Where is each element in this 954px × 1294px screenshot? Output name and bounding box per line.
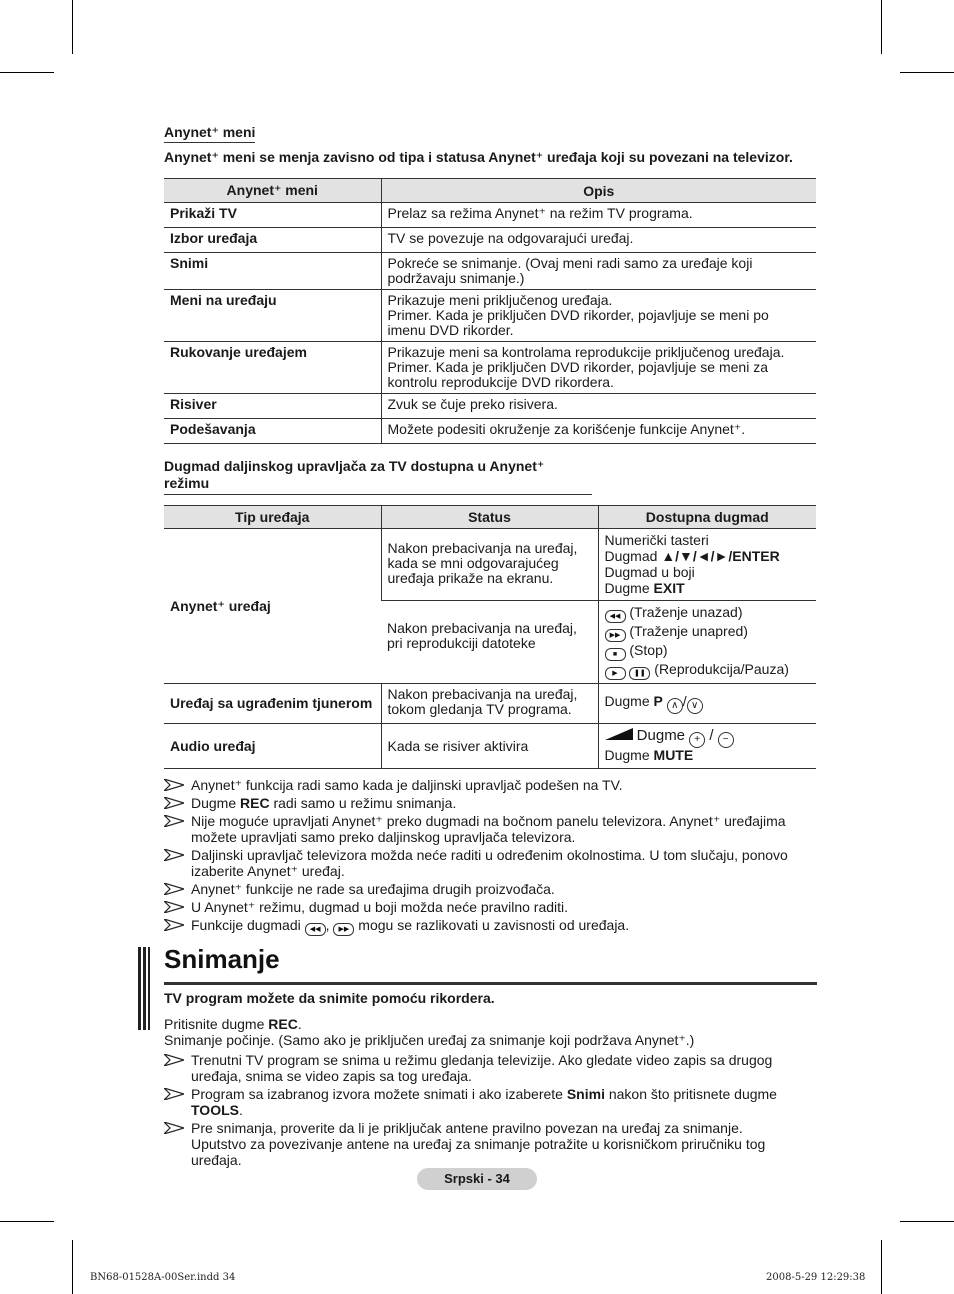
status-cell: Nakon prebacivanja na uređaj, tokom gledanja TV programa. bbox=[381, 684, 598, 724]
menu-item-description: Prikazuje meni priključenog uređaja. Primer. Kada je priključen DVD rikorder, pojavljuje se meni po imenu DVD rikorder. bbox=[381, 290, 816, 342]
note-arrow-icon bbox=[164, 779, 184, 791]
print-file-info: BN68-01528A-00Ser.indd 34 bbox=[90, 1272, 236, 1283]
anynet-menu-intro: Anynet⁺ meni se menja zavisno od tipa i statusa Anynet⁺ uređaja koji su povezani na televizor. bbox=[164, 149, 793, 165]
menu-item-name: Rukovanje uređajem bbox=[164, 342, 381, 394]
menu-item-name: Meni na uređaju bbox=[164, 290, 381, 342]
status-cell: Nakon prebacivanja na uređaj, pri reprodukciji datoteke bbox=[381, 601, 598, 684]
note-item: Daljinski upravljač televizora možda neće raditi u određenim okolnostima. U tom slučaju, ponovo izaberite Anynet⁺ uređaj. bbox=[164, 847, 816, 879]
recording-lead: TV program možete da snimite pomoću rikordera. bbox=[164, 990, 495, 1006]
print-timestamp: 2008-5-29 12:29:38 bbox=[766, 1272, 866, 1283]
menu-item-description: Prelaz sa režima Anynet⁺ na režim TV programa. bbox=[381, 203, 816, 228]
buttons-cell: ◀◀ (Traženje unazad) ▶▶ (Traženje unapred) ■ (Stop) ▶ ❚❚ (Reprodukcija/Pauza) bbox=[598, 601, 816, 684]
menu-item-description: Prikazuje meni sa kontrolama reprodukcije priključenog uređaja. Primer. Kada je priključen DVD rikorder, pojavljuje se meni za kontrolu reprodukcije DVD rikordera. bbox=[381, 342, 816, 394]
crop-mark bbox=[900, 1221, 954, 1222]
table-row bbox=[164, 203, 816, 228]
note-item: Dugme REC radi samo u režimu snimanja. bbox=[164, 795, 816, 811]
device-type-cell: Anynet⁺ uređaj bbox=[164, 529, 381, 684]
menu-item-name: Snimi bbox=[164, 253, 381, 290]
table-header-row bbox=[164, 179, 816, 203]
fast-forward-icon: ▶▶ bbox=[605, 629, 626, 642]
table-row bbox=[164, 290, 816, 342]
minus-icon: − bbox=[718, 732, 734, 748]
note-item: Program sa izabranog izvora možete snimati i ako izaberete Snimi nakon što pritisnete dugme TOOLS. bbox=[164, 1086, 819, 1118]
crop-mark bbox=[72, 0, 73, 54]
crop-mark bbox=[0, 1221, 54, 1222]
note-arrow-icon bbox=[164, 815, 184, 827]
table-row bbox=[164, 419, 816, 444]
menu-item-name: Podešavanja bbox=[164, 419, 381, 444]
crop-mark bbox=[0, 72, 54, 73]
recording-section-title: Snimanje bbox=[164, 944, 280, 974]
note-arrow-icon bbox=[164, 849, 184, 861]
note-arrow-icon bbox=[164, 883, 184, 895]
note-item: U Anynet⁺ režimu, dugmad u boji možda neće pravilno raditi. bbox=[164, 899, 816, 915]
title-divider bbox=[164, 982, 817, 985]
menu-item-description: Pokreće se snimanje. (Ovaj meni radi samo za uređaje koji podržavaju snimanje.) bbox=[381, 253, 816, 290]
column-header: Dostupna dugmad bbox=[598, 506, 816, 529]
status-cell: Kada se risiver aktivira bbox=[381, 724, 598, 769]
buttons-cell: Numerički tasteri Dugmad ▲/▼/◄/►/ENTER Dugmad u boji Dugme EXIT bbox=[598, 529, 816, 601]
page-content bbox=[164, 124, 816, 938]
table-row bbox=[164, 684, 816, 724]
note-item: Pre snimanja, proverite da li je priključak antene pravilno povezan na uređaj za snimanje. Uputstvo za povezivanje antene na uređaj za snimanje potražite u korisničkom priručniku tog uređaja. bbox=[164, 1120, 819, 1168]
table-row bbox=[164, 228, 816, 253]
recording-step: Pritisnite dugme REC. bbox=[164, 1016, 302, 1032]
note-item: Anynet⁺ funkcija radi samo kada je daljinski upravljač podešen na TV. bbox=[164, 777, 816, 793]
note-item: Funkcije dugmadi ◀◀ , ▶▶ mogu se razlikovati u zavisnosti od uređaja. bbox=[164, 917, 816, 936]
notes-list bbox=[164, 777, 816, 936]
channel-up-icon: ∧ bbox=[667, 698, 683, 714]
menu-item-description: TV se povezuje na odgovarajući uređaj. bbox=[381, 228, 816, 253]
note-arrow-icon bbox=[164, 919, 184, 931]
note-item: Nije moguće upravljati Anynet⁺ preko dugmadi na bočnom panelu televizora. Anynet⁺ uređajima možete upravljati samo preko daljinskog upravljača televizora. bbox=[164, 813, 816, 845]
note-item: Anynet⁺ funkcije ne rade sa uređajima drugih proizvođača. bbox=[164, 881, 816, 897]
note-arrow-icon bbox=[164, 1054, 184, 1066]
rewind-icon: ◀◀ bbox=[305, 923, 326, 936]
column-header: Anynet⁺ meni bbox=[164, 179, 381, 203]
status-cell: Nakon prebacivanja na uređaj, kada se mni odgovarajućeg uređaja prikaže na ekranu. bbox=[381, 529, 598, 601]
buttons-cell: Dugme P ∧ / ∨ bbox=[598, 684, 816, 724]
plus-icon: + bbox=[689, 732, 705, 748]
note-arrow-icon bbox=[164, 797, 184, 809]
recording-step: Snimanje počinje. (Samo ako je priključen uređaj za snimanje koji podržava Anynet⁺.) bbox=[164, 1032, 695, 1048]
device-type-cell: Audio uređaj bbox=[164, 724, 381, 769]
note-arrow-icon bbox=[164, 901, 184, 913]
column-header: Status bbox=[381, 506, 598, 529]
page-number-badge: Srpski - 34 bbox=[417, 1168, 537, 1190]
crop-mark bbox=[72, 1240, 73, 1294]
available-buttons-table bbox=[164, 505, 816, 769]
menu-item-name: Izbor uređaja bbox=[164, 228, 381, 253]
table-row bbox=[164, 253, 816, 290]
pause-icon: ❚❚ bbox=[629, 667, 650, 680]
menu-item-name: Prikaži TV bbox=[164, 203, 381, 228]
recording-section bbox=[164, 990, 819, 1170]
crop-mark bbox=[881, 1240, 882, 1294]
table-row bbox=[164, 529, 816, 601]
rewind-icon: ◀◀ bbox=[605, 610, 626, 623]
recording-notes bbox=[164, 1052, 819, 1168]
crop-mark bbox=[881, 0, 882, 54]
volume-icon bbox=[605, 728, 633, 740]
buttons-cell: Dugme + / − Dugme MUTE bbox=[598, 724, 816, 769]
column-header: Opis bbox=[381, 179, 816, 203]
table-header-row bbox=[164, 506, 816, 529]
crop-mark bbox=[900, 72, 954, 73]
table-row bbox=[164, 724, 816, 769]
anynet-menu-table bbox=[164, 178, 816, 444]
play-icon: ▶ bbox=[605, 667, 626, 680]
stop-icon: ■ bbox=[605, 648, 626, 661]
table-row bbox=[164, 394, 816, 419]
menu-item-description: Zvuk se čuje preko risivera. bbox=[381, 394, 816, 419]
menu-item-description: Možete podesiti okruženje za korišćenje funkcije Anynet⁺. bbox=[381, 419, 816, 444]
column-header: Tip uređaja bbox=[164, 506, 381, 529]
channel-down-icon: ∨ bbox=[687, 698, 703, 714]
note-item: Trenutni TV program se snima u režimu gledanja televizije. Ako gledate video zapis sa drugog uređaja, snima se video zapis sa tog uređaja. bbox=[164, 1052, 819, 1084]
note-arrow-icon bbox=[164, 1122, 184, 1134]
fast-forward-icon: ▶▶ bbox=[333, 923, 354, 936]
device-type-cell: Uređaj sa ugrađenim tjunerom bbox=[164, 684, 381, 724]
note-arrow-icon bbox=[164, 1088, 184, 1100]
buttons-section-heading: Dugmad daljinskog upravljača za TV dostupna u Anynet⁺ režimu bbox=[164, 458, 816, 495]
menu-item-name: Risiver bbox=[164, 394, 381, 419]
anynet-menu-heading: Anynet⁺ meni bbox=[164, 124, 255, 143]
section-marker-bar bbox=[138, 947, 150, 1030]
table-row bbox=[164, 342, 816, 394]
